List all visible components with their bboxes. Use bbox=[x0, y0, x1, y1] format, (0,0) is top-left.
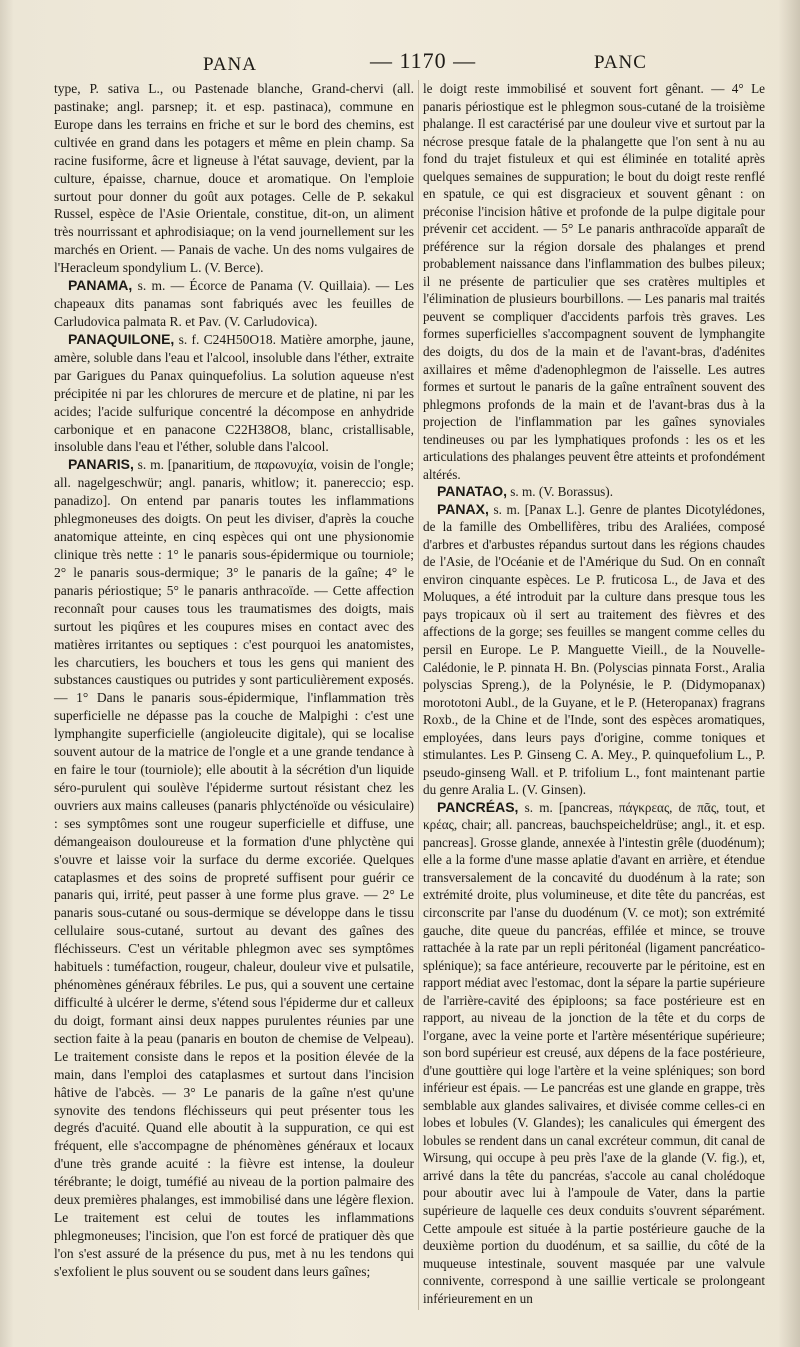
entry-panaris bbox=[54, 456, 414, 1280]
entry-text: s. m. [panaritium, de παρωνυχία, voisin de l'ongle; all. nagelgeschwür; angl. panaris, whitlow; it. panereccio; esp. panadizo]. On entend par panaris toutes les inflammations phlegmoneuses des doigts. On peut les diviser, d'après la couche anatomique atteinte, en cinq espèces qui ont une physionomie clinique très nette : 1° le panaris sous-épidermique ou tourniole; 2° le panaris sous-dermique; 3° le panaris de la gaîne; 4° le panaris périostique; 5° le panaris anthracoïde. — Cette affection reconnaît pour causes tous les traumatismes des doigts, mais surtout les piqûres et les coupures mises en contact avec des matières irritantes ou septiques : c'est pourquoi les anatomistes, les charcutiers, les bouchers et tous les gens qui manient des substances caustiques ou putrides y sont particulièrement exposés. — 1° Dans le panaris sous-épidermique, l'inflammation très superficielle ne dépasse pas la couche de Malpighi : c'est une lymphangite superficielle (angioleucite digitale), qui se localise souvent autour de la matrice de l'ongle et a une grande tendance à en faire le tour (tourniole); elle aboutit à la sécrétion d'un liquide séro-purulent qui soulève l'épiderme surtout résistant chez les ouvriers aux mains calleuses (panaris phlycténoïde ou vésiculaire) : ses symptômes sont une rougeur superficielle et diffuse, une démangeaison douloureuse et la formation d'une phlyctène qui s'ouvre et laisse voir la surface du derme excoriée. Quelques cataplasmes et des soins de propreté suffisent pour guérir ce panaris qui, irrité, peut passer à une forme plus grave. — 2° Le panaris sous-cutané ou sous-dermique se développe dans le tissu cellulaire sous-cutané, surtout au devant des gaînes des fléchisseurs. C'est un véritable phlegmon avec ses symptômes habituels : tuméfaction, rougeur, chaleur, douleur vive et pulsatile, phénomènes généraux fébriles. Le pus, qui a souvent une certaine difficulté à ulcérer le derme, s'étend sous l'épiderme dur et calleux du doigt, formant ainsi deux nappes purulentes réunies par une section faite à la peau (panaris en bouton de chemise de Velpeau). Le traitement consiste dans le repos et la position élevée de la main, dans l'emploi des cataplasmes et surtout dans l'incision hâtive de l'abcès. — 3° Le panaris de la gaîne n'est qu'une synovite des tendons fléchisseurs qui peut présenter tous les degrés d'acuité. Quand elle aboutit à la suppuration, ce qui est fréquent, elle s'accompagne de phénomènes généraux et locaux d'une très grande acuité : la fièvre est intense, la douleur térébrante; le doigt, tuméfié au niveau de la portion palmaire des deux premières phalanges, est immobilisé dans une légère flexion. Le traitement est celui de toutes les inflammations phlegmoneuses; l'incision, que l'on est forcé de pratiquer dès que l'on s'est assuré de la présence du pus, met à nu les tendons qui s'exfolient le plus souvent ou se soudent dans leurs gaînes; bbox=[54, 457, 414, 1279]
headword: PANAQUILONE, bbox=[68, 330, 175, 347]
headword: PANARIS, bbox=[68, 456, 134, 473]
entry-pancreas bbox=[423, 799, 765, 1307]
entry-text: s. f. C24H50O18. Matière amorphe, jaune, amère, soluble dans l'eau et l'alcool, insoluble dans l'éther, extraite par Garigues du Panax quinquefolius. La solution aqueuse n'est précipitée ni par les chlorures de mercure et de platine, ni par les acides; l'acide sulfurique concentré la décompose en anhydride carbonique et en panacone C22H38O8, blanc, cristallisable, insoluble dans l'eau et l'éther, soluble dans l'alcool. bbox=[54, 331, 415, 455]
page-gutter-shadow bbox=[0, 0, 14, 1347]
entry-text: s. m. (V. Borassus). bbox=[510, 484, 613, 500]
header-left-guideword: PANA bbox=[203, 54, 257, 75]
column-divider bbox=[418, 80, 419, 1310]
headword: PANAMA, bbox=[68, 277, 133, 294]
header-right-guideword: PANC bbox=[594, 52, 647, 73]
running-header bbox=[0, 48, 800, 82]
left-column bbox=[54, 80, 414, 1281]
page-number: — 1170 — bbox=[370, 48, 477, 73]
right-column bbox=[423, 80, 765, 1307]
entry-panaquilone bbox=[54, 331, 414, 456]
entry-text: s. m. [pancreas, πάγκρεας, de πᾶς, tout, et κρέας, chair; all. pancreas, bauchspeicheldrüse; angl., it. et esp. pancreas]. Grosse glande, annexée à l'intestin grêle (duodénum); elle a la forme d'une masse aplatie d'avant en arrière, et étendue transversalement de la concavité du duodénum à la rate; son extrémité droite, plus volumineuse, et dite tête du pancréas, est circonscrite par l'anse du duodénum (V. ce mot); son extrémité gauche, dite queue du pancréas, effilée et mince, se trouve rattachée à la rate par un repli péritonéal (ligament pancréatico-splénique); sa face antérieure, recouverte par le péritoine, est en rapport médiat avec l'estomac, dont la sépare la partie supérieure de l'arrière-cavité des épiploons; sa face postérieure est en rapport, au niveau de la jonction de la tête et du corps de l'organe, avec la veine porte et l'artère mésentérique supérieure; son bord supérieur est creusé, aux dépens de la face postérieure, d'une gouttière qui loge l'artère et la veine spléniques; son bord inférieur est épais. — Le pancréas est une glande en grappe, très semblable aux glandes salivaires, et divisée comme celles-ci en lobes et lobules (V. Glandes); les canalicules qui émergent des lobules se rendent dans un canal excréteur commun, dit canal de Wirsung, qui occupe à peu près l'axe de la glande (V. fig.), et, arrivé dans la tête du pancréas, s'accole au canal cholédoque pour aboutir avec lui à l'ampoule de Vater, dans la partie supérieure de laquelle ces deux conduits s'ouvrent séparément. Cette ampoule est située à la partie postérieure gauche de la deuxième portion du duodénum, et sa saillie, du côté de la muqueuse intestinale, souvent masquée par une valvule conniventе, correspond à une saillie verticale se prolongeant inférieurement en un bbox=[423, 799, 766, 1306]
entry-continuation: le doigt reste immobilisé et souvent fort gênant. — 4° Le panaris périostique est le phlegmon sous-cutané de la troisième phalange. Il est caractérisé par une douleur vive et surtout par la nécrose presque fatale de la phalangette que l'on sent à nu au fond du trajet fistuleux et qui est éliminée en totalité après quelques semaines de suppuration; le bout du doigt reste renflé en spatule, ce qui est disgracieux et souvent gênant : on préconise l'incision hâtive et profonde de la pulpe digitale pour prévenir cet accident. — 5° Le panaris anthracoïde apparaît de préférence sur la région dorsale des phalanges et prend probablement naissance dans l'inflammation des bulbes pileux; il ne présente de particulier que ses cratères multiples et l'élimination de plusieurs bourbillons. — Les panaris mal traités peuvent se compliquer d'accidents parfois très graves. Les formes superficielles s'accompagnent souvent de lymphangite des doigts, du dos de la main et de l'avant-bras, d'adénites axillaires et même d'adenophlegmon de l'aisselle. Les autres formes et surtout le panaris de la gaîne entraînent souvent des phlegmons profonds de la main et de l'avant-bras dus à la projection de l'inflammation par les gaînes synoviales tendineuses ou par les lymphatiques profonds : les os et les articulations des phalanges peuvent être atteints et profondément altérés. bbox=[423, 81, 765, 482]
entry-panatao bbox=[423, 483, 765, 501]
entry-text: s. m. [Panax L.]. Genre de plantes Dicotylédones, de la famille des Ombellifères, tribu des Araliées, composé d'arbres et d'arbustes répandus surtout dans les régions chaudes de l'Asie, de l'Océanie et de l'Amérique du Sud. On en connaît environ cinquante espèces. Le P. fruticosa L., de Java et des Moluques, a été introduit par la culture dans presque tous les pays tropicaux où il sert au traitement des fièvres et des affections de la gorge; ses feuilles se mangent comme celles du persil en Europe. Le P. Manguette Vieill., de la Nouvelle-Calédonie, le P. pinnata H. Bn. (Polyscias pinnata Forst., Aralia polyscias Spreng.), de la Polynésie, le P. (Didymopanax) morototoni Aubl., de la Guyane, et le P. (Heteropanax) fragrans Roxb., de la Chine et de l'Inde, sont des espèces aromatiques, employées, dans leurs pays d'origine, comme toniques et stimulantes. Les P. Ginseng C. A. Mey., P. quinquefolium L., P. pseudo-ginseng Wall. et P. trifolium L., font maintenant partie du genre Aralia L. (V. Ginsen). bbox=[423, 501, 765, 798]
headword: PANAX, bbox=[437, 500, 489, 517]
entry-panama bbox=[54, 277, 414, 331]
entry-text: s. m. — Écorce de Panama (V. Quillaia). — Les chapeaux dits panamas sont fabriqués avec les feuilles de Carludovica palmata R. et Pav. (V. Carludovica). bbox=[54, 278, 415, 329]
entry-continuation: type, P. sativa L., ou Pastenade blanche, Grand-chervi (all. pastinake; angl. parsnep; it. et esp. pastinaca), commune en Europe dans les terrains en friche et sur le bord des chemins, est cultivée en grand dans les potagers et même en plein champ. Sa racine fusiforme, âcre et ligneuse à l'état sauvage, devient, par la culture, épaisse, charnue, douce et aromatique. On l'emploie surtout pour donner du goût aux potages. Celle de P. sekakul Russel, espèce de l'Asie Orientale, constitue, dit-on, un aliment très nourrissant et aphrodisiaque; on la vend journellement sur les marchés en Orient. — Panais de vache. Un des noms vulgaires de l'Heracleum spondylium L. (V. Berce). bbox=[54, 81, 414, 276]
headword: PANATAO, bbox=[437, 483, 507, 500]
headword: PANCRÉAS, bbox=[437, 798, 519, 815]
page-edge-shadow bbox=[778, 0, 800, 1347]
entry-panax bbox=[423, 501, 765, 799]
